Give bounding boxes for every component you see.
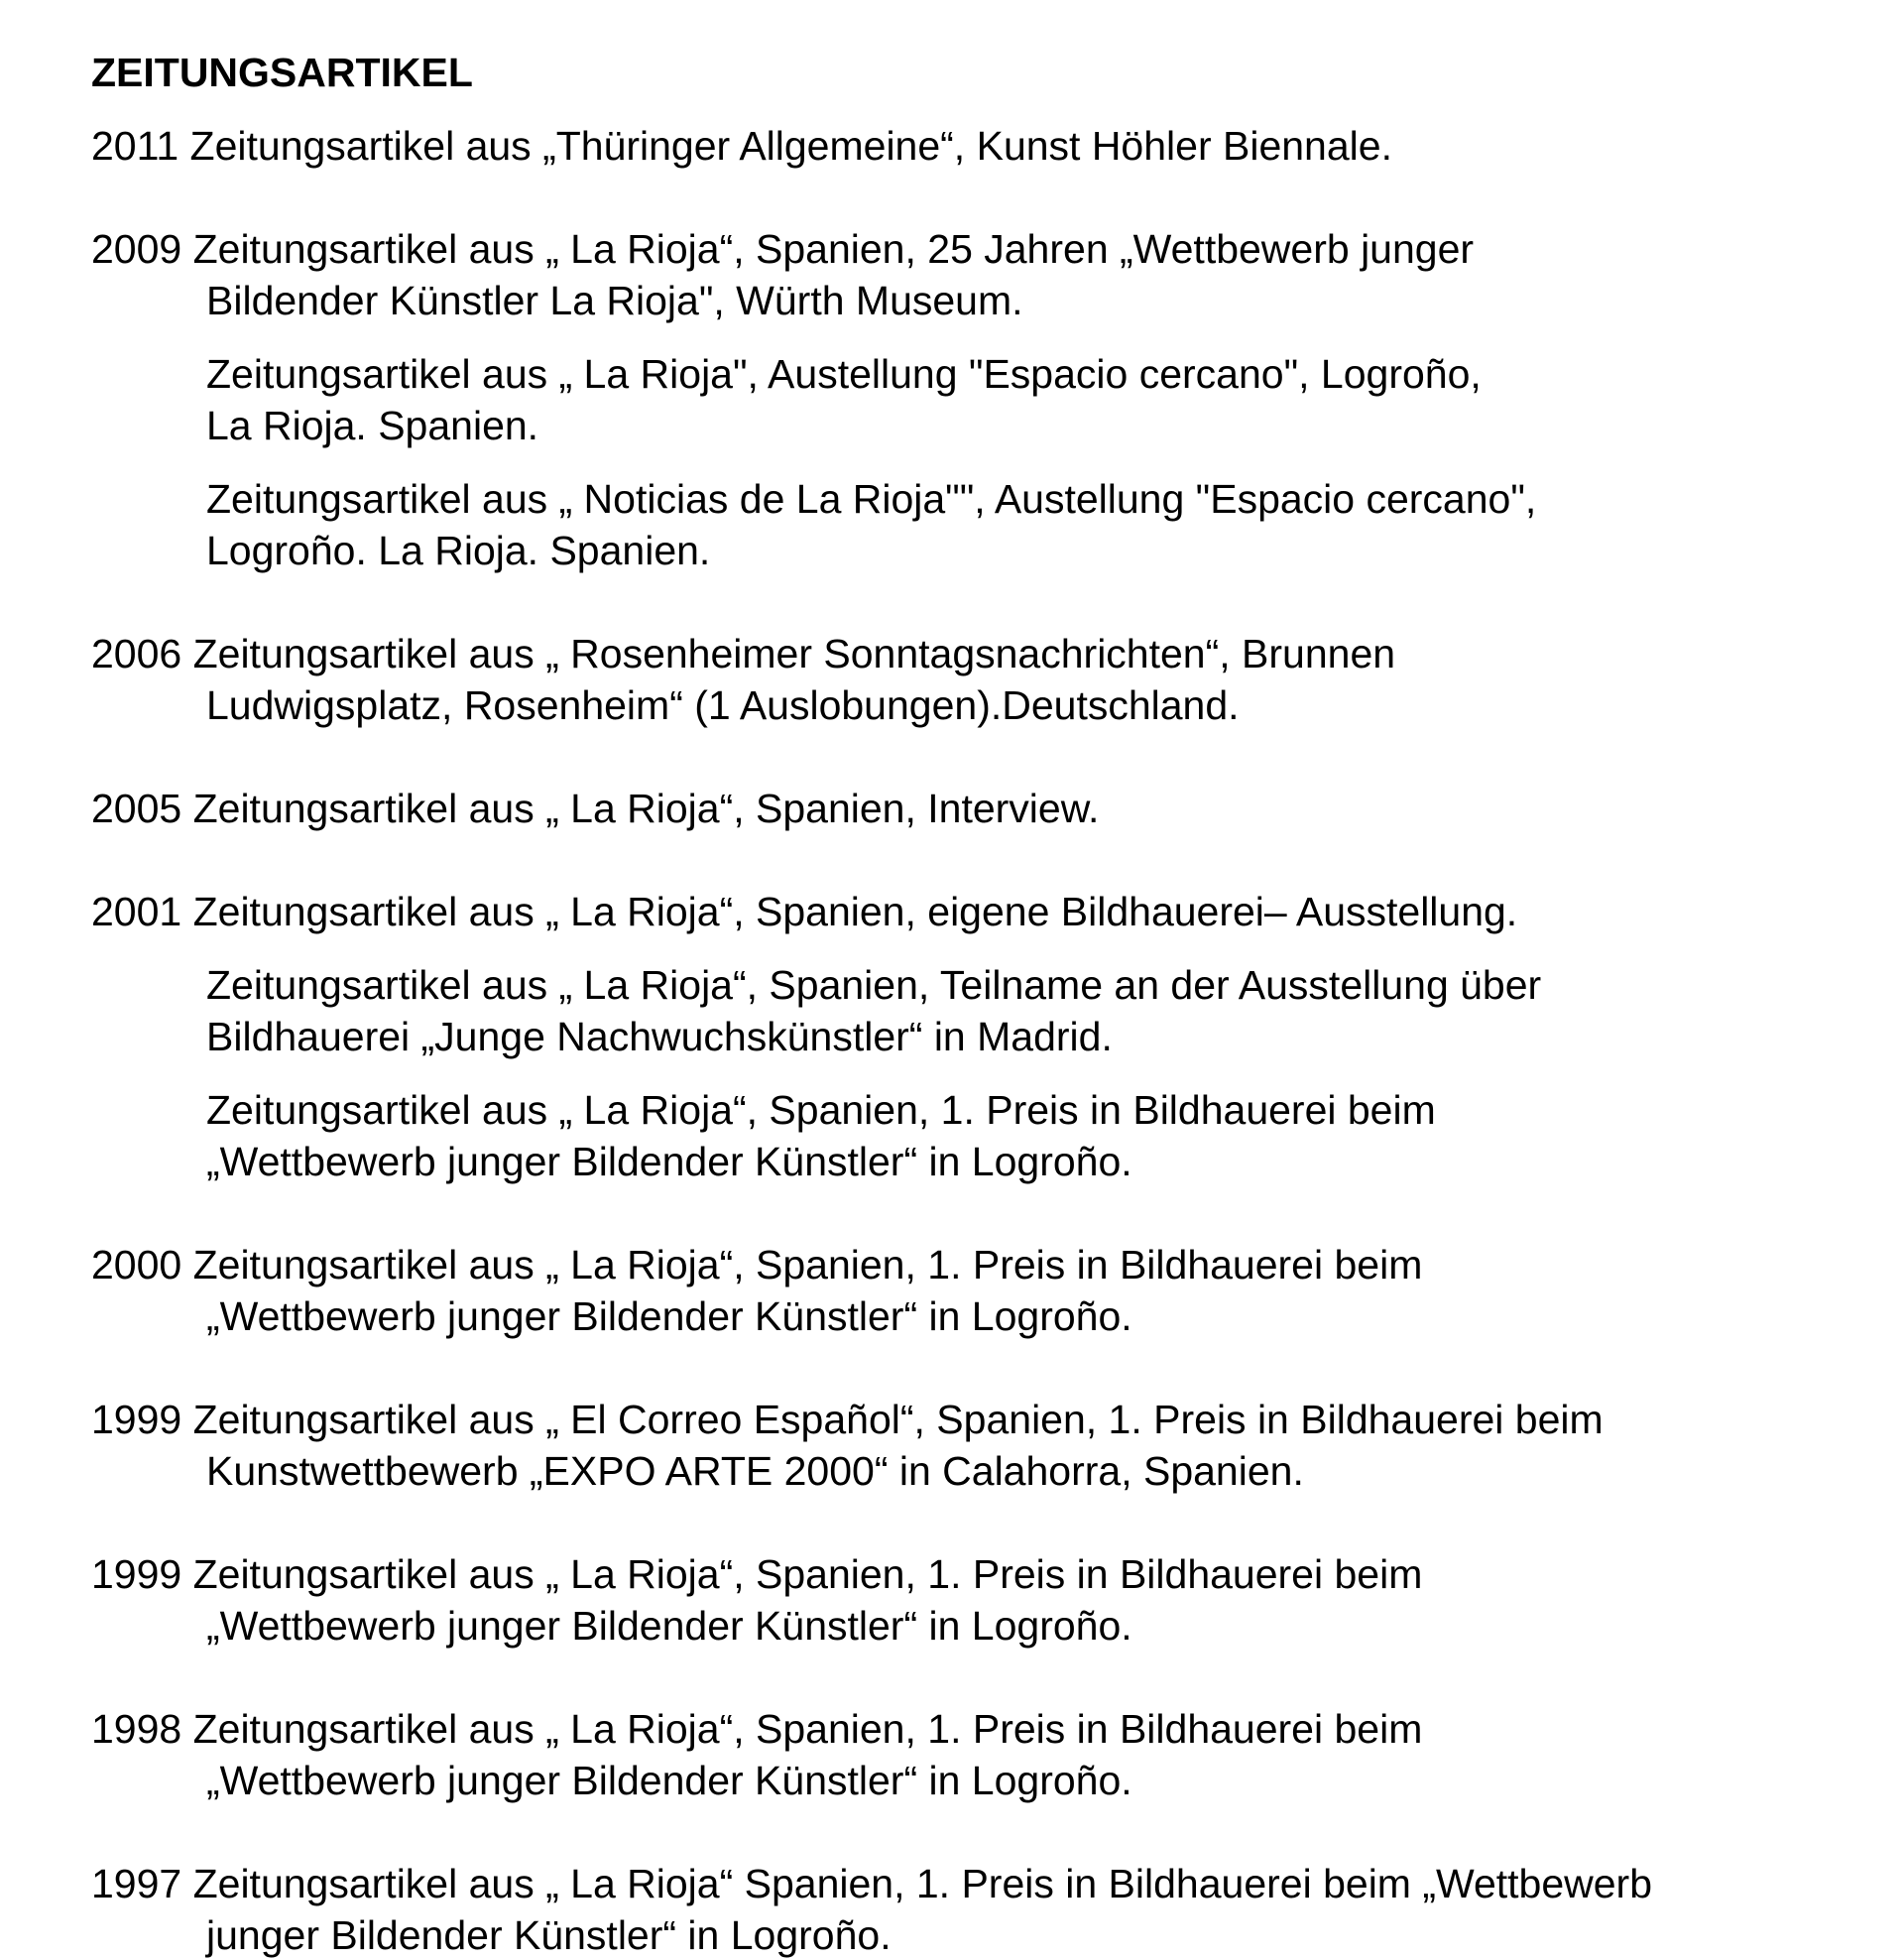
entry-1998-line-2: „Wettbewerb junger Bildender Künstler“ in Logroño. bbox=[206, 1758, 1132, 1803]
entry-2009b-line-1: Zeitungsartikel aus „ La Rioja", Austellung "Espacio cercano", Logroño, bbox=[206, 351, 1482, 397]
entry-1999b-line-1: 1999 Zeitungsartikel aus „ La Rioja“, Spanien, 1. Preis in Bildhauerei beim bbox=[91, 1551, 1423, 1597]
entry-2001-line-1: 2001 Zeitungsartikel aus „ La Rioja“, Spanien, eigene Bildhauerei– Ausstellung. bbox=[91, 889, 1518, 934]
entry-2000-line-1: 2000 Zeitungsartikel aus „ La Rioja“, Spanien, 1. Preis in Bildhauerei beim bbox=[91, 1242, 1423, 1287]
entry-2011-line-1: 2011 Zeitungsartikel aus „Thüringer Allgemeine“, Kunst Höhler Biennale. bbox=[91, 123, 1392, 169]
entry-2009c-line-1: Zeitungsartikel aus „ Noticias de La Rioja"", Austellung "Espacio cercano", bbox=[206, 476, 1537, 522]
page-title: ZEITUNGSARTIKEL bbox=[91, 50, 473, 95]
entry-1997-line-1: 1997 Zeitungsartikel aus „ La Rioja“ Spanien, 1. Preis in Bildhauerei beim „Wettbewerb bbox=[91, 1861, 1653, 1906]
entry-2009b-line-2: La Rioja. Spanien. bbox=[206, 403, 539, 448]
entry-1997-line-2: junger Bildender Künstler“ in Logroño. bbox=[206, 1912, 892, 1958]
entry-2006-line-2: Ludwigsplatz, Rosenheim“ (1 Auslobungen).Deutschland. bbox=[206, 682, 1240, 728]
entry-2009-line-2: Bildender Künstler La Rioja", Würth Museum. bbox=[206, 278, 1023, 323]
entry-1999a-line-1: 1999 Zeitungsartikel aus „ El Correo Español“, Spanien, 1. Preis in Bildhauerei beim bbox=[91, 1397, 1604, 1442]
entry-1999b-line-2: „Wettbewerb junger Bildender Künstler“ in Logroño. bbox=[206, 1603, 1132, 1649]
entry-1999a-line-2: Kunstwettbewerb „EXPO ARTE 2000“ in Calahorra, Spanien. bbox=[206, 1448, 1304, 1494]
entry-2005-line-1: 2005 Zeitungsartikel aus „ La Rioja“, Spanien, Interview. bbox=[91, 786, 1100, 831]
entry-2009c-line-2: Logroño. La Rioja. Spanien. bbox=[206, 528, 711, 573]
entry-2000-line-2: „Wettbewerb junger Bildender Künstler“ in Logroño. bbox=[206, 1293, 1132, 1339]
entry-2006-line-1: 2006 Zeitungsartikel aus „ Rosenheimer Sonntagsnachrichten“, Brunnen bbox=[91, 631, 1396, 676]
entry-2009-line-1: 2009 Zeitungsartikel aus „ La Rioja“, Spanien, 25 Jahren „Wettbewerb junger bbox=[91, 226, 1475, 272]
entry-2001b-line-2: Bildhauerei „Junge Nachwuchskünstler“ in Madrid. bbox=[206, 1014, 1113, 1059]
entry-2001b-line-1: Zeitungsartikel aus „ La Rioja“, Spanien, Teilname an der Ausstellung über bbox=[206, 962, 1542, 1008]
entry-2001c-line-2: „Wettbewerb junger Bildender Künstler“ in Logroño. bbox=[206, 1139, 1132, 1184]
entry-1998-line-1: 1998 Zeitungsartikel aus „ La Rioja“, Spanien, 1. Preis in Bildhauerei beim bbox=[91, 1706, 1423, 1752]
entry-2001c-line-1: Zeitungsartikel aus „ La Rioja“, Spanien, 1. Preis in Bildhauerei beim bbox=[206, 1087, 1436, 1133]
